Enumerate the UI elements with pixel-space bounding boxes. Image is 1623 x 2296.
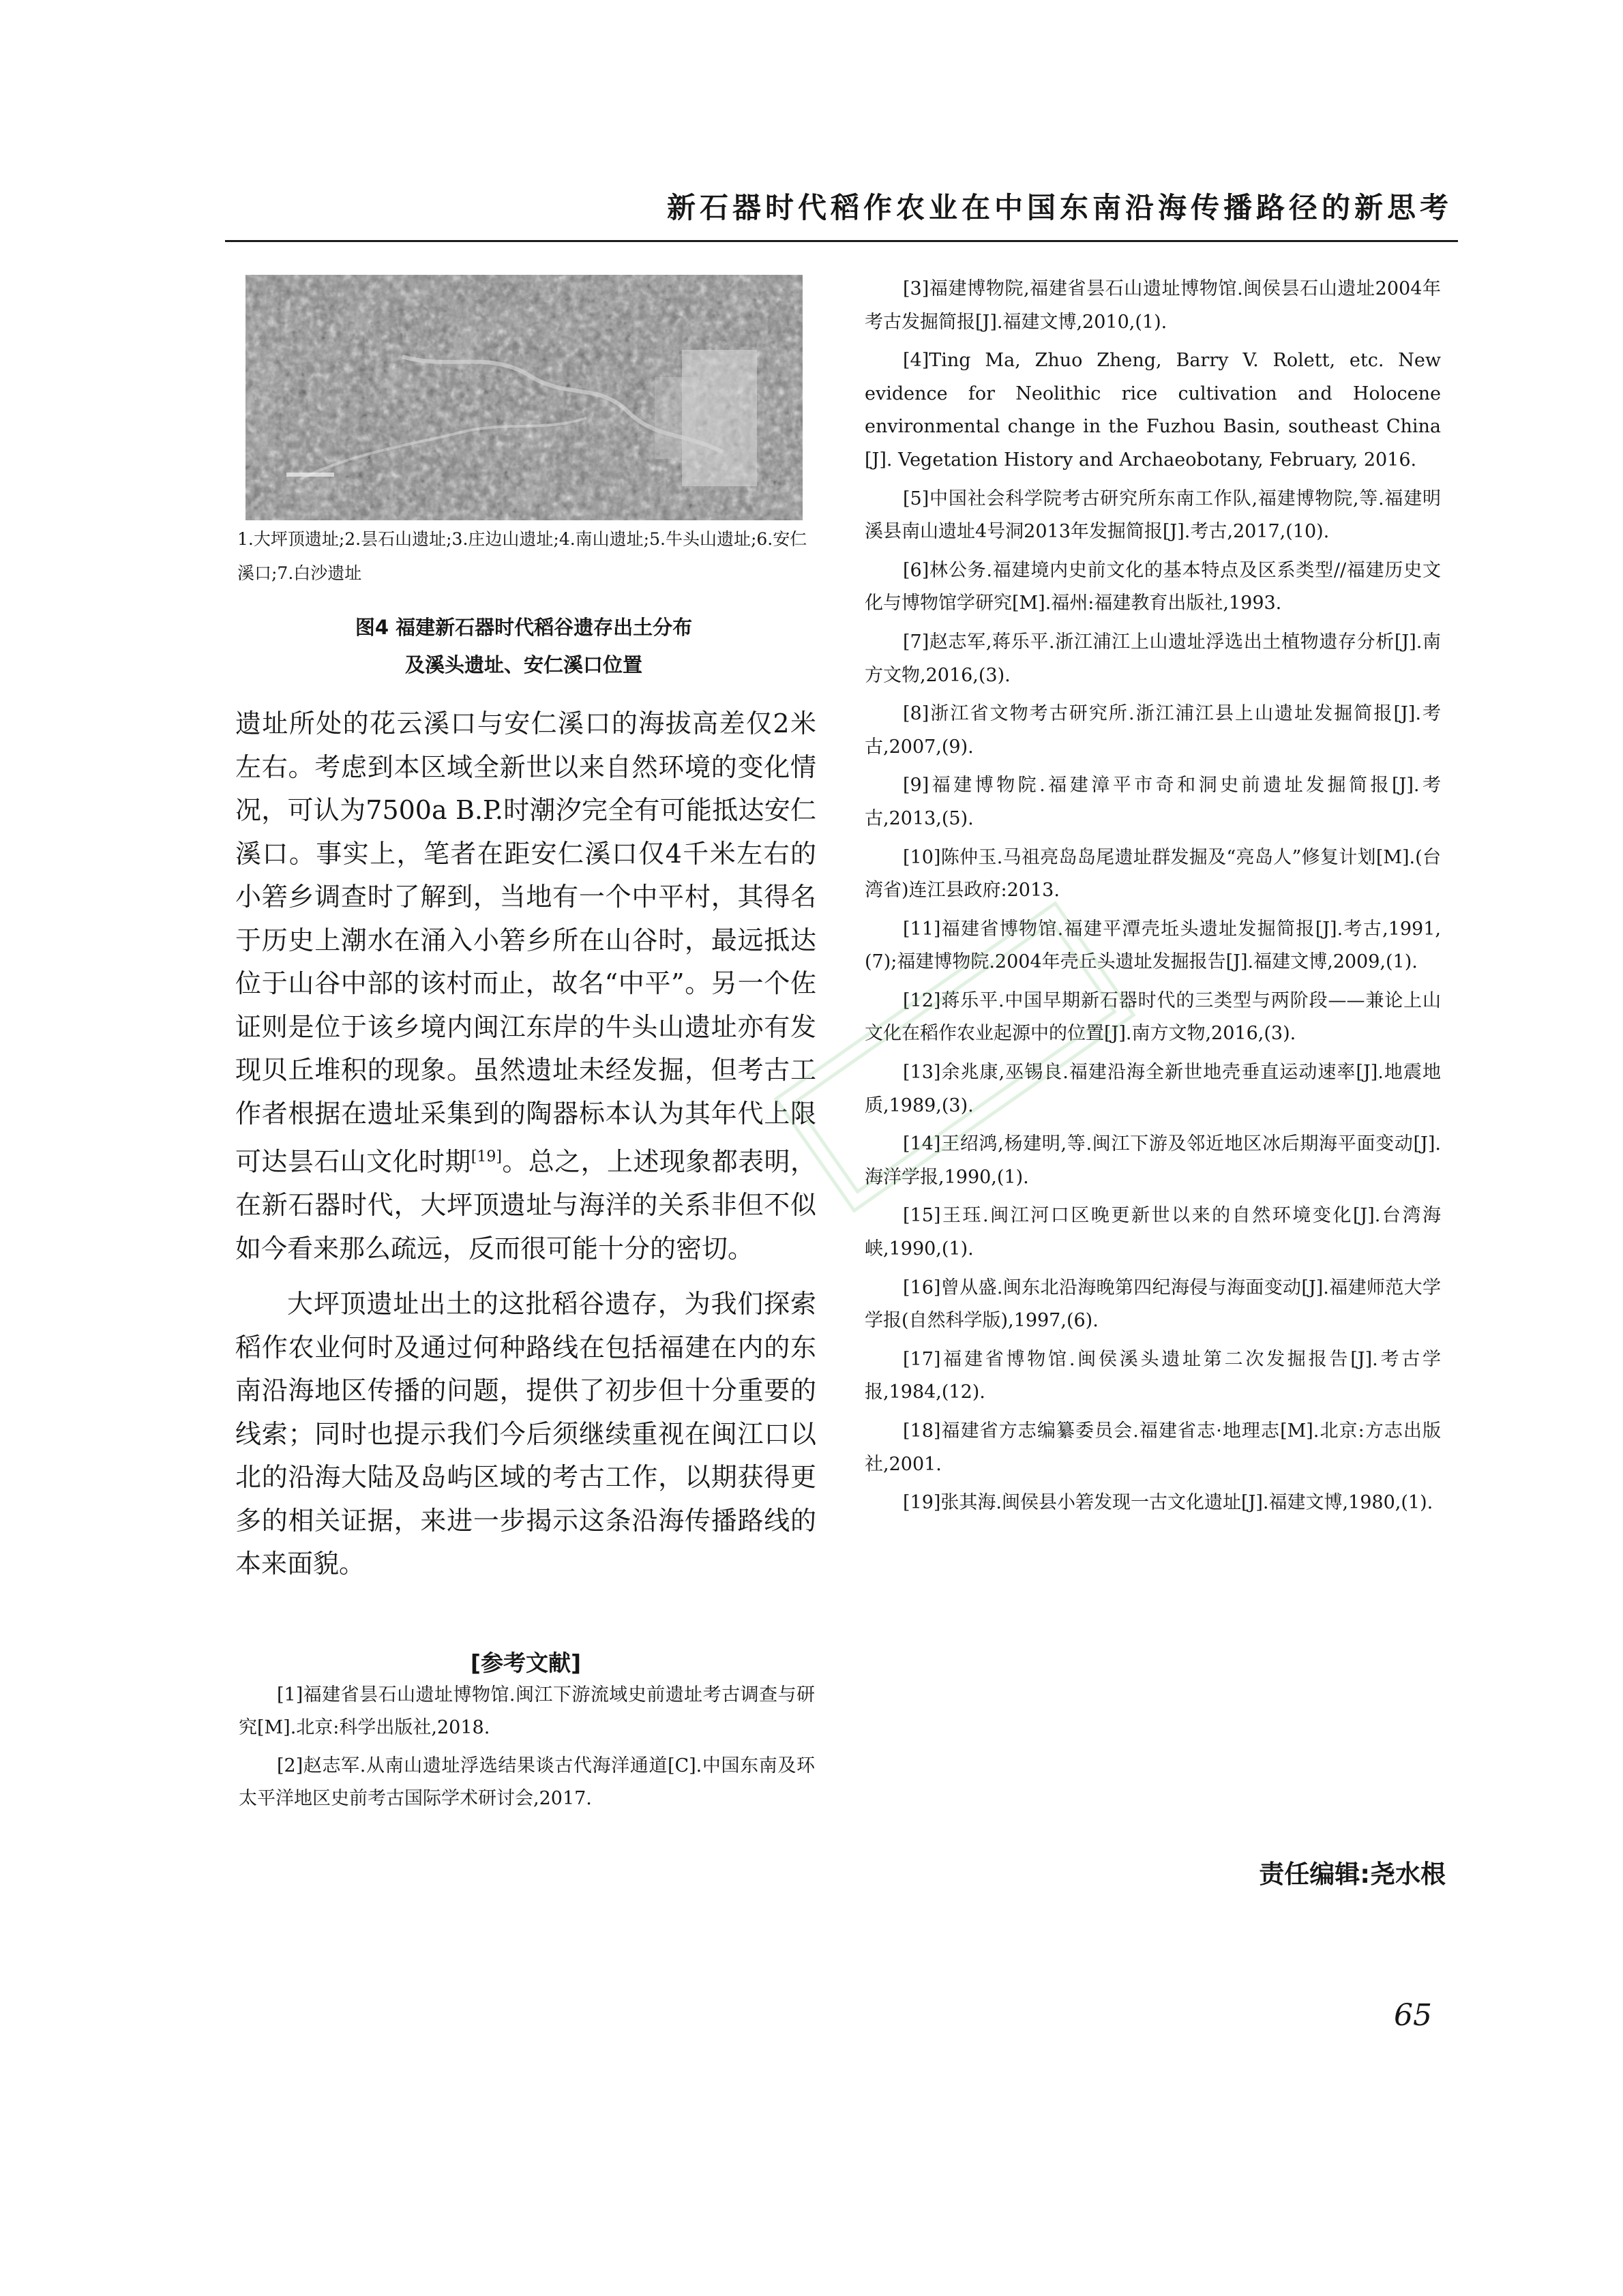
reference-entry: [13]余兆康,巫锡良.福建沿海全新世地壳垂直运动速率[J].地震地质,1989,(3). — [865, 1062, 1441, 1116]
responsible-editor: 责任编辑:尧水根 — [1259, 1860, 1446, 1889]
paragraph-1-end: 。总之，上述现象都表明，在新石器时代，大坪顶遗址与海洋的关系非但不似如今看来那么疏远，反而很可能十分的密切。 — [235, 1146, 816, 1264]
reference-entry: [9]福建博物院.福建漳平市奇和洞史前遗址发掘简报[J].考古,2013,(5). — [865, 775, 1441, 829]
body-paragraph-2: 大坪顶遗址出土的这批稻谷遗存，为我们探索稻作农业何时及通过何种路线在包括福建在内的东南沿海地区传播的问题，提供了初步但十分重要的线索；同时也提示我们今后须继续重视在闽江口以北的沿海大陆及岛屿区域的考古工作，以期获得更多的相关证据，来进一步揭示这条沿海传播路线的本来面貌。 — [235, 1289, 816, 1579]
page-number: 65 — [1394, 1998, 1432, 2033]
reference-entry: [19]张其海.闽侯县小箬发现一古文化遗址[J].福建文博,1980,(1). — [903, 1492, 1433, 1514]
watermark-stamp — [682, 852, 1227, 1262]
header-rule — [225, 240, 1458, 242]
figure-map-image — [245, 275, 803, 520]
figure-legend-text: 1.大坪顶遗址;2.昙石山遗址;3.庄边山遗址;4.南山遗址;5.牛头山遗址;6.安仁溪口;7.白沙遗址 — [237, 529, 807, 583]
reference-entry: [8]浙江省文物考古研究所.浙江浦江县上山遗址发掘简报[J].考古,2007,(9). — [865, 703, 1441, 758]
reference-entry: [18]福建省方志编纂委员会.福建省志·地理志[M].北京:方志出版社,2001. — [865, 1420, 1441, 1475]
reference-entry: [6]林公务.福建境内史前文化的基本特点及区系类型//福建历史文化与博物馆学研究[M].福州:福建教育出版社,1993. — [865, 559, 1441, 614]
reference-entry: [7]赵志军,蒋乐平.浙江浦江上山遗址浮选出土植物遗存分析[J].南方文物,2016,(3). — [865, 631, 1441, 686]
references-heading: [参考文献] — [470, 1650, 582, 1676]
paragraph-1-text: 遗址所处的花云溪口与安仁溪口的海拔高差仅2米左右。考虑到本区域全新世以来自然环境的变化情况，可认为7500a B.P.时潮汐完全有可能抵达安仁溪口。事实上，笔者在距安仁溪口仅4千米左右的小箬乡调查时了解到，当地有一个中平村，其得名于历史上潮水在涌入小箬乡所在山谷时，最远抵达位于山谷中部的该村而止，故名“中平”。另一个佐证则是位于该乡境内闽江东岸的牛头山遗址亦有发现贝丘堆积的现象。虽然遗址未经发掘，但考古工作者根据在遗址采集到的陶器标本认为其年代上限可达昙石山文化时期 — [235, 709, 816, 1177]
reference-entry: [2]赵志军.从南山遗址浮选结果谈古代海洋通道[C].中国东南及环太平洋地区史前考古国际学术研讨会,2017. — [239, 1755, 815, 1809]
reference-entry: [10]陈仲玉.马祖亮岛岛尾遗址群发掘及“亮岛人”修复计划[M].(台湾省)连江县政府:2013. — [865, 846, 1441, 901]
reference-entry: [11]福建省博物馆.福建平潭壳坵头遗址发掘简报[J].考古,1991,(7);福建博物院.2004年壳丘头遗址发掘报告[J].福建文博,2009,(1). — [865, 918, 1441, 973]
reference-entry: [14]王绍鸿,杨建明,等.闽江下游及邻近地区冰后期海平面变动[J].海洋学报,1990,(1). — [865, 1133, 1441, 1188]
reference-entry: [12]蒋乐平.中国早期新石器时代的三类型与两阶段——兼论上山文化在稻作农业起源中的位置[J].南方文物,2016,(3). — [865, 989, 1441, 1045]
figure-title-line1: 图4 福建新石器时代稻谷遗存出土分布 — [355, 616, 693, 639]
reference-entry: [4]Ting Ma, Zhuo Zheng, Barry V. Rolett, etc. New evidence for Neolithic rice cultivation and Holocene environmental change in the Fuzhou Basin, southeast China [J]. Vegetation History and Archaeobotany, February, 2016. — [865, 350, 1441, 471]
references-left-column — [239, 1679, 815, 1821]
reference-entry: [15]王珏.闽江河口区晚更新世以来的自然环境变化[J].台湾海峡,1990,(1). — [865, 1205, 1441, 1260]
reference-entry: [5]中国社会科学院考古研究所东南工作队,福建博物院,等.福建明溪县南山遗址4号洞2013年发掘简报[J].考古,2017,(10). — [865, 488, 1441, 543]
citation-19: [19] — [471, 1148, 502, 1165]
reference-entry: [16]曾从盛.闽东北沿海晚第四纪海侵与海面变动[J].福建师范大学学报(自然科学版),1997,(6). — [865, 1277, 1441, 1332]
reference-entry: [17]福建省博物馆.闽侯溪头遗址第二次发掘报告[J].考古学报,1984,(12). — [865, 1348, 1441, 1403]
reference-entry: [3]福建博物院,福建省昙石山遗址博物馆.闽侯昙石山遗址2004年考古发掘简报[J].福建文博,2010,(1). — [865, 278, 1441, 333]
running-header-title: 新石器时代稻作农业在中国东南沿海传播路径的新思考 — [666, 191, 1453, 224]
figure-title-line2: 及溪头遗址、安仁溪口位置 — [404, 653, 642, 676]
reference-entry: [1]福建省昙石山遗址博物馆.闽江下游流域史前遗址考古调查与研究[M].北京:科学出版社,2018. — [239, 1684, 815, 1738]
